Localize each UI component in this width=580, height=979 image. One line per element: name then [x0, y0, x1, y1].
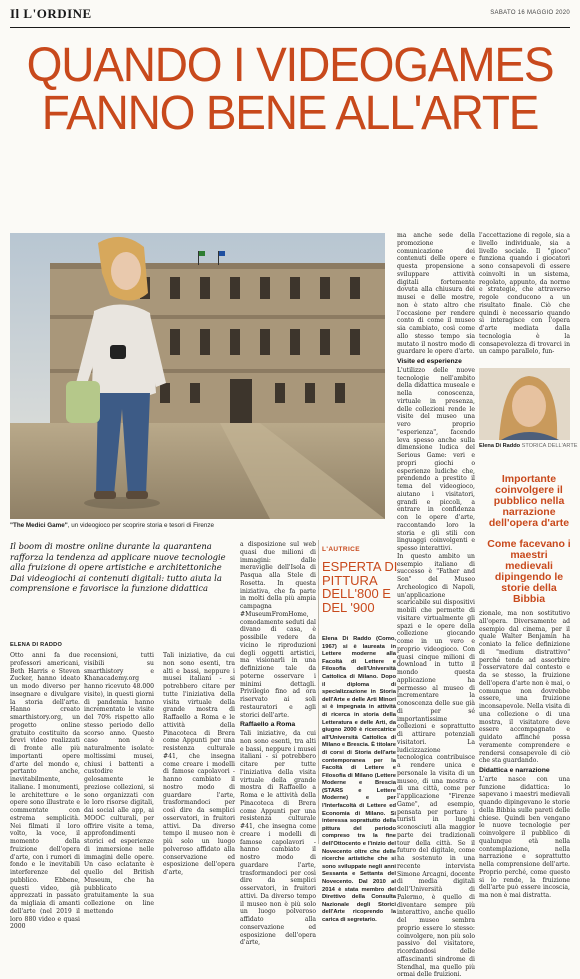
article-column-3	[240, 541, 316, 947]
headline-line-2: FANNO BENE ALL'ARTE	[41, 85, 539, 140]
standfirst: Il boom di mostre online durante la quarantena rafforza la tendenza ad applicare nuove tecnologie alla fruizione di opere artistiche e architettoniche Dai videogiochi ai contenuti digitali: tutto aiuta la comprensione e favorisce la funzione didattica	[10, 541, 226, 594]
column-5-intro: ma anche sede della promozione e comunicazione dei contenuti delle opere e questa propensione a sviluppare attività digitali fortemente dovuta alla chiusura dei musei e delle mostre, non è stato altro che l'occasione per rendere conto di come il museo sia cambiato, così come allo stesso tempo sia mutato il nostro modo di guardare le opere d'arte.	[397, 232, 475, 356]
portrait-name: Elena Di Raddo	[479, 443, 521, 449]
subhead-didattica: Didattica e narrazione	[479, 767, 550, 774]
column-5-paragraph-2: In questo ambito un esempio italiano di successo è "Father and Son" del Museo Archeologico di Napoli, un'applicazione scaricabile sui dispositivi mobili che permette di visitare virtualmente gli spazi e le opere della collezione giocando come in un vero e proprio videogioco. Con quasi cinque milioni di download in tutto il mondo questa applicazione ha permesso al museo di incrementare la conoscenza delle sue già di per sé importantissime collezioni e soprattutto di attirare potenziali visitatori. La ludicizzazione tecnologica contribuisce a rendere unica e personale la visita di un museo, di una mostra o di una città, come per l'applicazione "Firenze Game", ad esempio, pensata per portare i turisti in luoghi sconosciuti alla maggior parte dei tradizionali tour della città. Se il futuro del digitale, come ha sostenuto in una recente intervista Simone Arcagni, docente di media digitali dell'Università di Palermo, è quello di diventare sempre più interattivo, anche quello del museo sembra proprio essere lo stesso: coinvolgere, non più solo passivo del visitatore, ricordandosi delle affascinanti sindrome di Stendhal, ma quello più ormai delle fruizioni.	[397, 552, 475, 979]
box-title: ESPERTA DI PITTURA DELL'800 E DEL '900	[322, 559, 398, 615]
article-column-6	[479, 610, 570, 899]
newspaper-logo: Il L'ORDINE	[10, 6, 92, 21]
headline-line-1: QUANDO I VIDEOGAMES	[26, 36, 554, 92]
box-divider	[318, 540, 319, 844]
main-photo	[10, 233, 385, 519]
byline: ELENA DI RADDO	[10, 642, 63, 648]
column-3-paragraph-2: Tali iniziative, da cui non sono esenti, tra alti e bassi, neppure i musei italiani - si potrebbero citare per tutte l'iniziativa della visita virtuale della grande mostra di Raffaello a Roma e le attività della Pinacoteca di Brera come Appunti per una resistenza culturale #41, che insegna come creare i modelli di famose capolavori - hanno cambiato il nostro modo di guardare l'arte, trasformandoci per così dire da semplici osservatori, in fruitori attivi. Da diverso tempo il museo non è più solo un luogo polveroso affidato alla conservazione ed esposizione dell'opera d'arte,	[240, 730, 316, 947]
portrait-role: STORICA DELL'ARTE	[521, 443, 578, 449]
article-column-6-top: l'accettazione di regole, sia a livello individuale, sia a livello sociale. Il "gioco" funziona quando i giocatori sono consapevoli di essere coinvolti in un sistema, regolato, appunto, da norme e strategie, che attraverso regole conducono a un risultato finale. Ciò che quindi è necessario quando si interagisce con l'opera d'arte mediata dalla tecnologia è la consapevolezza di trovarci in un campo parallelo, fun-	[479, 232, 570, 356]
masthead	[10, 6, 570, 24]
article-column-1: Otto anni fa due professori americani, Beth Harris e Steven Zucker, hanno ideato un modo diverso per insegnare e divulgare la storia dell'arte. Hanno creato smarthistory.org, un progetto online gratuito costituito da brevi video realizzati di fronte alle più importanti opere d'arte del mondo e, pertanto anche, inevitabilmente, italiane. I monumenti, le architetture e le opere sono illustrate e commentate con estrema semplicità. Nei filmati il loro volto, la voce, il momento della fruizione dell'opera d'arte, con i rumori di fondo e le inevitabili interferenze del pubblico. Ebbene, questi video, già apprezzati in passato da migliaia di amanti dell'arte (nel 2019 il loro 880 video e quasi 2000	[10, 652, 80, 931]
author-portrait	[479, 368, 570, 440]
game-screenshot-image	[10, 233, 385, 519]
column-6-paragraph-2: L'arte nasce con una funzione didattica: lo sapevano i maestri medievali quando dipingevano le storie della Bibbia sulle pareti delle chiese. Quindi ben vengano le nuove tecnologie per coinvolgere il pubblico di qualunque età nella contemplazione, nella narrazione e soprattutto nella comprensione dell'arte. Proprio perché, come questo si lo rende, la fruizione dell'arte può essere incoscia, ma non è mai distratta.	[479, 775, 570, 899]
column-6-paragraph-1: zionale, ma non sostitutivo all'opera. Diversamente ad esempio dal cinema, per il quale Walter Benjamin ha coniato la felice definizione di "medium distrattivo" perché tende ad assorbire l'osservatore dal contesto e da se stesso, la fruizione dell'opera d'arte non è mai, o comunque non dovrebbe essere, una fruizione inconsapevole. Nella visita di una collezione o di una mostra, il visitatore deve essere accompagnato e guidato affinché possa veramente comprendere e rendersi consapevole di ciò che sta guardando.	[479, 610, 570, 765]
article-column-5	[397, 232, 475, 979]
pull-quote-1: Importante coinvolgere il pubblico nella narrazione dell'opera d'arte	[488, 473, 570, 529]
masthead-rule	[10, 27, 570, 28]
issue-date: SABATO 16 MAGGIO 2020	[490, 10, 570, 16]
portrait-caption	[479, 443, 579, 449]
portrait-image	[479, 368, 570, 440]
column-5-paragraph-1: L'utilizzo delle nuove tecnologie nell'ambito della didattica museale e nella conoscenza, virtuale in presenza, delle collezioni rende le visite del museo una vero proprio "esperienza", facendo leva spesso anche sulla dimensione ludica del Serious Game: veri e propri giochi o esperienze ludiche che, prendendo a prestito il tema del videogioco, aiutano i visitatori, grandi e piccoli, a entrare in confidenza con le opere d'arte, raccontando loro la storia e gli stili con linguaggi coinvolgenti e spesso interattivi.	[397, 366, 475, 552]
caption-text: , un videogioco per scoprire storia e tesori di Firenze	[67, 522, 215, 529]
box-tag: L'AUTRICE	[322, 546, 361, 553]
caption-title: "The Medici Game"	[10, 522, 68, 529]
article-column-2: recensioni, tutti visibili su smarthistory e Khanacademy.org hanno ricevuto 48.000 visite), in questi giorni di pandemia hanno incrementato le visite del 70% rispetto allo stesso periodo dello scorso anno. Questo caso non è naturalmente isolato: moltissimi musei, chiusi i battenti a custodire gelosamente le preziose collezioni, si sono organizzati con le loro risorse digitali, dai social alle app, ai MOOC culturali, per offrire visite a tema, approfondimenti storici ed esperienze di immersione nelle immagini delle opere. Un caso eclatante è quello del British Museum, che ha pubblicato gratuitamente la sua collezione on line mettendo	[84, 652, 154, 915]
box-body: Elena Di Raddo (Como, 1967) si è laureata in Lettere moderne alla Facoltà di Lettere e Filosofia dell'Università Cattolica di Milano. Dopo il diploma di specializzazione in Storia dell'Arte e delle Arti Minori si è impegnata in attività di ricerca in storia della Letteratura e delle Arti, da giugno 2000 è ricercatrice all'Università Cattolica di Milano e Brescia. È titolare di corsi di Storia dell'arte contemporanea per la Facoltà di Lettere e Filosofia di Milano (Lettere Moderne e Brescia (STARS e Lettere Moderne) e per l'Interfacoltà di Lettere ed Economia di Milano. Si interessa soprattutto della pittura del periodo compreso tra la fine dell'Ottocento e l'inizio del Novecento oltre che delle ricerche artistiche che si sono sviluppate negli anni Sessanta e Settanta del Novecento. Dal 2010 al 2014 è stata membro del Direttivo della Consulta Nazionale degli Storici dell'Arte ricoprendo la carica di segretario.	[322, 636, 396, 923]
headline	[10, 36, 570, 140]
pull-quote-2: Come facevano i maestri medievali dipingendo le storie della Bibbia	[487, 538, 571, 605]
article-column-2b: Tali iniziative, da cui non sono esenti, tra alti e bassi, neppure i musei italiani - si potrebbero citare per tutte l'iniziativa della visita virtuale della grande mostra di Raffaello a Roma e le attività della Pinacoteca di Brera come Appunti per una resistenza culturale #41, che insegna come creare i modelli di famose capolavori - hanno cambiato il nostro modo di guardare l'arte, trasformandoci per così dire da semplici osservatori, in fruitori attivi. Da diverso tempo il museo non è più solo un luogo polveroso affidato alla conservazione ed esposizione dell'opera d'arte,	[163, 652, 235, 876]
subhead-visite: Visite ed esperienze	[397, 358, 462, 365]
subhead-raffaello: Raffaello a Roma	[240, 721, 296, 729]
photo-caption	[10, 522, 385, 529]
column-3-paragraph-1: a disposizione sul web quasi due milioni di immagini: dalle meraviglie dell'Isola di Pasqua alla Stele di Rosetta. In questa iniziativa, che fa parte in molti della più ampia campagna #MuseumFromHome, comodamente seduti dal divano di casa, è possibile vedere da vicino le riproduzioni degli oggetti artistici, ma visionarli in una definizione tale da poterne osservare i minimi dettagli. Privilegio fino ad ora riservato ai soli restauratori e agli storici dell'arte.	[240, 541, 316, 719]
